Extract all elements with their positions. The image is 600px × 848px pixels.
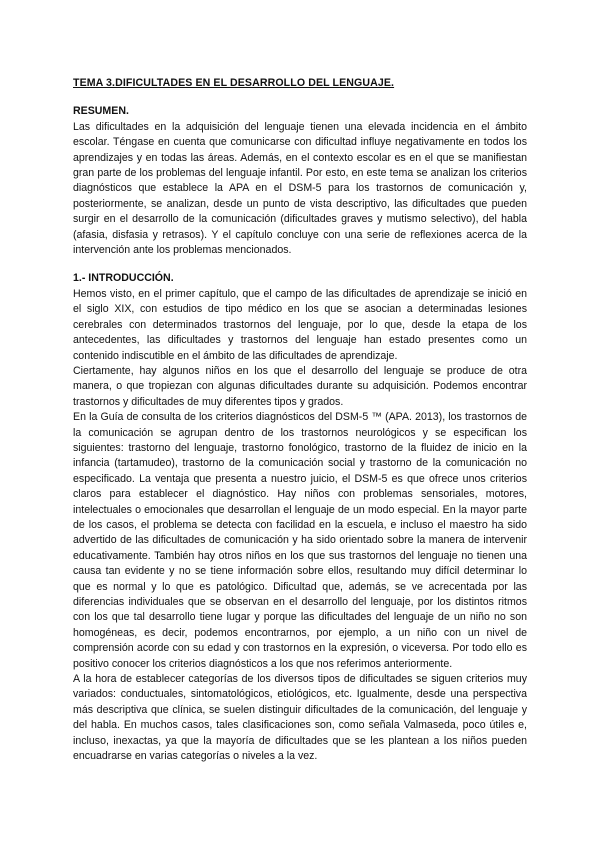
introduction-heading: 1.- INTRODUCCIÓN. — [73, 272, 174, 285]
intro-paragraph: En la Guía de consulta de los criterios diagnósticos del DSM-5 ™ (APA. 2013), los trastornos de la comunicación se agrupan dentro de los trastornos neurológicos y se especifican los siguientes: trastorno del lenguaje, trastorno fonológico, trastorno de la fluidez de inicio en la infancia (tartamudeo), trastorno de la comunicación social y trastorno de la comunicación no especificado. La ventaja que presenta a nuestro juicio, el DSM-5 es que ofrece unos criterios claros para establecer el diagnóstico. Hay niños con problemas sensoriales, motores, intelectuales o emocionales que desarrollan el lenguaje de un modo especial. En la mayor parte de los casos, el problema se detecta con facilidad en la escuela, e incluso el maestro ha sido advertido de las dificultades de comunicación y ha sido orientado sobre la manera de intervenir educativamente. También hay otros niños en los que sus trastornos del lenguaje no tienen una causa tan evidente y no se tiene información sobre ellos, resultando muy difícil determinar lo que es normal y lo que es patológico. Dificultad que, además, se ve acrecentada por las diferencias individuales que se observan en el desarrollo del lenguaje, por los distintos ritmos con los que tal desarrollo tiene lugar y porque las dificultades del lenguaje de un niño no son homogéneas, es decir, podemos encontrarnos, por ejemplo, a un niño con un nivel de comprensión acorde con su edad y con trastornos en la expresión, o viceversa. Por todo ello es positivo conocer los criterios diagnósticos a los que nos referimos anteriormente. — [73, 411, 527, 670]
intro-paragraph: Ciertamente, hay algunos niños en los que el desarrollo del lenguaje se produce de otra manera, o que tropiezan con algunas dificultades durante su adquisición. Podemos encontrar trastornos y dificultades de muy diferentes tipos y grados. — [73, 364, 527, 408]
intro-paragraph: Hemos visto, en el primer capítulo, que el campo de las dificultades de aprendizaje se inició en el siglo XIX, con estudios de tipo médico en los que se asocian a determinadas lesiones cerebrales con determinados trastornos del lenguaje, por lo que, desde la etapa de los antecedentes, las dificultades y trastornos del lenguaje han estado presentes como un contenido indiscutible en el ámbito de las dificultades de aprendizaje. — [73, 287, 527, 362]
summary-paragraph: Las dificultades en la adquisición del lenguaje tienen una elevada incidencia en el ámbito escolar. Téngase en cuenta que comunicarse con dificultad influye negativamente en todos los aprendizajes y en todas las áreas. Además, en el contexto escolar es en el que se manifiestan gran parte de los problemas del lenguaje infantil. Por esto, en este tema se analizan los criterios diagnósticos que establece la APA en el DSM-5 para los trastornos de comunicación y, posteriormente, se analizan, desde un punto de vista descriptivo, las dificultades que pueden surgir en el desarrollo de la comunicación (dificultades graves y mutismo selectivo), del habla (afasia, disfasia y retrasos). Y el capítulo concluye con una serie de reflexiones acerca de la intervención ante los problemas mencionados. — [73, 120, 527, 257]
summary-heading: RESUMEN. — [73, 105, 129, 118]
document-page — [73, 76, 527, 764]
intro-paragraph: A la hora de establecer categorías de los diversos tipos de dificultades se siguen criterios muy variados: conductuales, sintomatológicos, etiológicos, etc. Igualmente, desde una perspectiva más descriptiva que clínica, se suelen distinguir dificultades de la comunicación, del lenguaje y del habla. En muchos casos, tales clasificaciones son, como señala Valmaseda, poco útiles e, incluso, inexactas, ya que la mayoría de dificultades que se les plantean a los niños pueden encuadrarse en varias categorías o niveles a la vez. — [73, 673, 527, 763]
document-title: TEMA 3.DIFICULTADES EN EL DESARROLLO DEL LENGUAJE. — [73, 77, 395, 89]
